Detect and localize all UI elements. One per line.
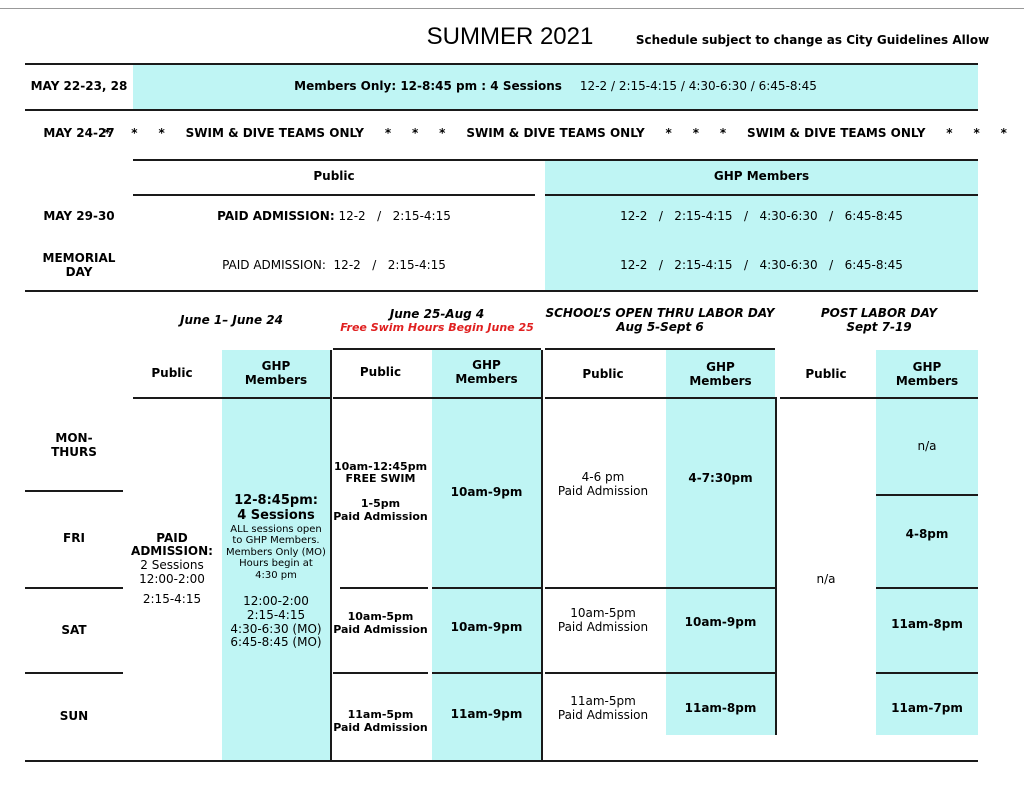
col-separator bbox=[775, 397, 777, 735]
memorial-public: PAID ADMISSION: 12-2 / 2:15-4:15 bbox=[222, 258, 446, 273]
p1-public-l5: 2:15-4:15 bbox=[142, 591, 202, 606]
may29-paid-admission: PAID ADMISSION: bbox=[217, 209, 335, 224]
swim-dive-teams-only: * * * SWIM & DIVE TEAMS ONLY * * * SWIM & DIVE TEAMS ONLY * * * SWIM & DIVE TEAMS ONLY * * * bbox=[104, 126, 1007, 141]
p2-members-band bbox=[432, 350, 541, 760]
col-separator bbox=[541, 350, 543, 760]
may29-label: MAY 29-30 bbox=[43, 209, 115, 224]
may29-public-times: 12-2 / 2:15-4:15 bbox=[334, 209, 451, 224]
p1-members-header-l1: GHP bbox=[261, 359, 291, 374]
may22-schedule bbox=[133, 78, 978, 96]
p4-members-sun: 11am-7pm bbox=[891, 701, 963, 716]
p3-members-weekday: 4-7:30pm bbox=[688, 471, 753, 486]
divider bbox=[133, 397, 330, 399]
p2-public-sat-l2: Paid Admission bbox=[333, 623, 428, 636]
p2-public-sun-l1: 11am-5pm bbox=[347, 708, 414, 722]
p3-public-sat-l2: Paid Admission bbox=[557, 620, 649, 634]
divider bbox=[133, 159, 978, 161]
period4-title bbox=[780, 304, 978, 338]
p1-members-n2: to GHP Members. bbox=[232, 535, 320, 547]
p4-members-header-l2: Members bbox=[895, 374, 959, 388]
p3-public-sat bbox=[545, 604, 661, 638]
p1-public-l3: 2 Sessions bbox=[140, 558, 204, 573]
divider bbox=[780, 397, 978, 399]
p2-members-sun: 11am-9pm bbox=[450, 707, 523, 722]
divider bbox=[25, 587, 123, 589]
p2-public-sun bbox=[333, 706, 428, 738]
p3-members-header bbox=[666, 357, 775, 393]
p3-public-header: Public bbox=[582, 367, 624, 382]
day-sat: SAT bbox=[61, 623, 87, 638]
divider bbox=[333, 672, 428, 674]
p3-public-weekday bbox=[545, 468, 661, 502]
divider bbox=[545, 672, 775, 674]
p2-public-header: Public bbox=[359, 365, 402, 380]
page-title: SUMMER 2021 bbox=[426, 23, 594, 51]
p2-public-sun-l2: Paid Admission bbox=[333, 721, 428, 734]
bottom-border bbox=[25, 760, 978, 762]
p3-public-sun-l1: 11am-5pm bbox=[570, 694, 636, 709]
p2-members-header-l1: GHP bbox=[472, 358, 501, 373]
divider bbox=[340, 587, 428, 589]
p1-members-n5: 4:30 pm bbox=[255, 569, 297, 581]
day-sun: SUN bbox=[59, 709, 89, 724]
divider bbox=[876, 587, 978, 589]
p3-public-weekday-l2: Paid Admission bbox=[557, 484, 649, 498]
divider bbox=[25, 672, 123, 674]
period1-title: June 1– June 24 bbox=[180, 313, 283, 328]
p1-members-cell bbox=[222, 474, 330, 670]
p1-public-l1: PAID bbox=[156, 530, 188, 545]
top-border bbox=[0, 8, 1024, 9]
schedule-disclaimer: Schedule subject to change as City Guidelines Allow bbox=[635, 33, 990, 48]
p4-members-fri: 4-8pm bbox=[905, 527, 949, 542]
divider bbox=[25, 109, 978, 111]
p4-members-header-l1: GHP bbox=[912, 360, 942, 375]
p2-public-weekday-l1: 10am-12:45pm bbox=[333, 459, 428, 473]
p4-members-monthurs: n/a bbox=[917, 439, 937, 454]
p1-public-cell bbox=[133, 526, 211, 612]
p1-members-header-l2: Members bbox=[244, 373, 308, 387]
p3-members-band bbox=[666, 350, 775, 735]
p1-public-header: Public bbox=[151, 366, 193, 381]
p1-members-t2: 2:15-4:15 bbox=[246, 607, 306, 622]
divider bbox=[25, 490, 123, 492]
free-swim-note: Free Swim Hours Begin June 25 bbox=[340, 320, 534, 334]
p2-public-weekday-l2: FREE SWIM bbox=[345, 472, 416, 486]
may22-members-only: Members Only: 12-8:45 pm : 4 Sessions bbox=[294, 79, 562, 94]
memorial-label-line1: MEMORIAL bbox=[42, 251, 116, 266]
divider bbox=[876, 494, 978, 496]
p3-public-sun-l2: Paid Admission bbox=[557, 708, 649, 722]
p2-members-header bbox=[432, 355, 541, 391]
p2-public-weekday-l3: 1-5pm bbox=[360, 497, 401, 510]
p3-members-header-l2: Members bbox=[689, 374, 752, 388]
p3-public-sat-l1: 10am-5pm bbox=[570, 606, 636, 621]
p1-public-l2: ADMISSION: bbox=[131, 544, 213, 559]
p3-public-sun bbox=[545, 692, 661, 726]
p1-members-t1: 12:00-2:00 bbox=[243, 594, 309, 609]
p2-members-weekday: 10am-9pm bbox=[450, 485, 523, 500]
divider bbox=[25, 63, 978, 65]
p1-members-t3: 4:30-6:30 (MO) bbox=[230, 621, 322, 636]
divider bbox=[876, 672, 978, 674]
memorial-label bbox=[25, 248, 133, 284]
p4-members-header bbox=[876, 357, 978, 393]
may-public-header: Public bbox=[313, 169, 355, 184]
p1-public-l4: 12:00-2:00 bbox=[139, 571, 205, 586]
divider bbox=[333, 397, 541, 399]
may22-label: MAY 22-23, 28 bbox=[30, 79, 128, 94]
may-members-header: GHP Members bbox=[713, 169, 810, 184]
day-monthurs-l1: MON- bbox=[55, 431, 93, 446]
may24-label: MAY 24-27 bbox=[43, 126, 115, 141]
p1-members-n4: Hours begin at bbox=[239, 558, 313, 570]
period4-title-line2: Sept 7-19 bbox=[846, 320, 912, 334]
divider bbox=[545, 397, 775, 399]
p3-members-sun: 11am-8pm bbox=[684, 701, 757, 716]
p1-members-header bbox=[222, 356, 330, 392]
divider bbox=[545, 194, 978, 196]
p2-public-sat bbox=[333, 608, 428, 640]
period3-title-line1: SCHOOL’S OPEN THRU LABOR DAY bbox=[545, 306, 775, 321]
p3-members-header-l1: GHP bbox=[706, 360, 735, 375]
may29-public bbox=[133, 208, 535, 226]
p1-members-n3: Members Only (MO) bbox=[226, 546, 326, 558]
p2-public-weekday-l4: Paid Admission bbox=[333, 509, 428, 523]
may22-sessions: 12-2 / 2:15-4:15 / 4:30-6:30 / 6:45-8:45 bbox=[579, 79, 817, 94]
p1-members-l1: 12-8:45pm: bbox=[234, 492, 318, 508]
col-separator bbox=[330, 350, 332, 760]
p3-members-sat: 10am-9pm bbox=[684, 615, 757, 630]
p2-public-sat-l1: 10am-5pm bbox=[347, 610, 414, 624]
p4-public-all: n/a bbox=[816, 572, 836, 587]
p3-public-weekday-l1: 4-6 pm bbox=[581, 470, 625, 485]
divider bbox=[432, 587, 541, 589]
memorial-label-line2: DAY bbox=[65, 265, 93, 279]
p1-members-l2: 4 Sessions bbox=[237, 507, 315, 523]
p4-members-sat: 11am-8pm bbox=[891, 617, 963, 632]
period2-title bbox=[333, 304, 541, 338]
p1-members-t4: 6:45-8:45 (MO) bbox=[230, 635, 322, 650]
divider bbox=[133, 194, 535, 196]
divider bbox=[25, 290, 978, 292]
p2-public-weekday bbox=[333, 450, 428, 534]
day-monthurs-l2: THURS bbox=[51, 445, 97, 459]
memorial-members: 12-2 / 2:15-4:15 / 4:30-6:30 / 6:45-8:45 bbox=[620, 258, 903, 273]
p4-public-header: Public bbox=[805, 367, 847, 382]
p2-members-sat: 10am-9pm bbox=[450, 620, 523, 635]
period3-title-line2: Aug 5-Sept 6 bbox=[616, 320, 704, 334]
period2-dates: June 25-Aug 4 bbox=[389, 306, 485, 321]
may29-members: 12-2 / 2:15-4:15 / 4:30-6:30 / 6:45-8:45 bbox=[620, 209, 903, 224]
day-monthurs bbox=[25, 428, 123, 464]
p2-members-header-l2: Members bbox=[455, 372, 518, 386]
period4-title-line1: POST LABOR DAY bbox=[820, 306, 938, 321]
divider bbox=[432, 672, 541, 674]
day-fri: FRI bbox=[63, 531, 85, 546]
p1-members-n1: ALL sessions open bbox=[230, 523, 322, 535]
divider bbox=[545, 587, 775, 589]
period3-title bbox=[545, 304, 775, 338]
